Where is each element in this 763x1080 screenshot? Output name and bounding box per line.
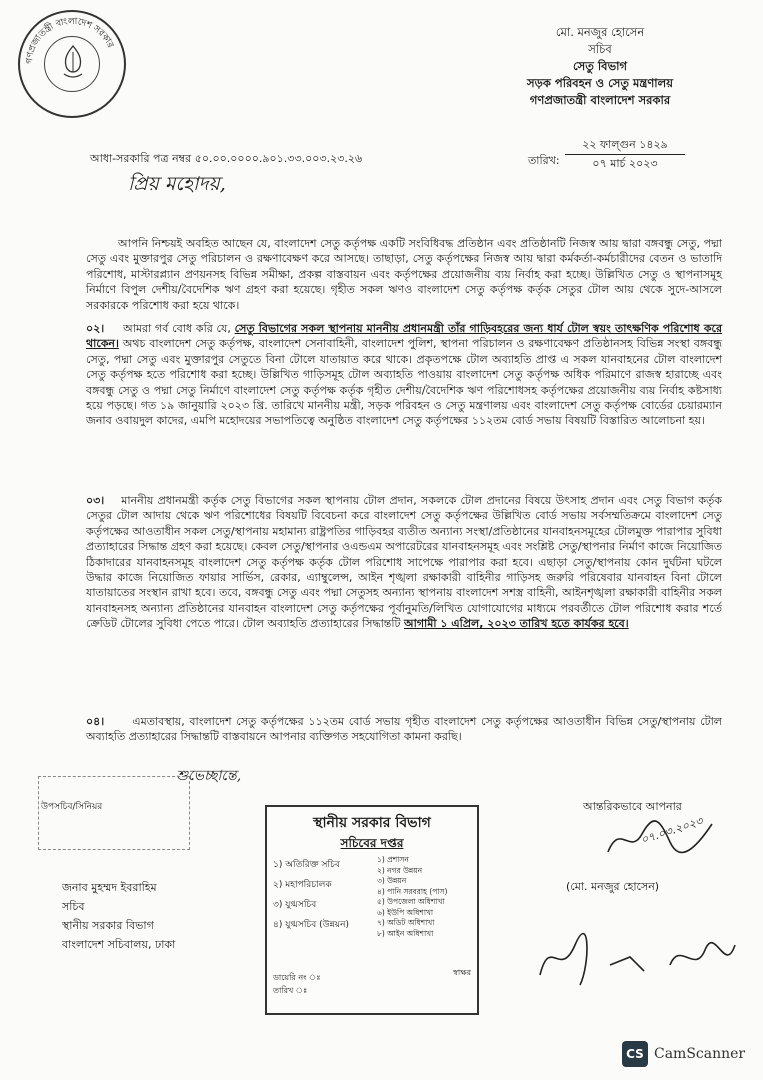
paragraph-number: ০৪। — [86, 715, 105, 728]
effective-date-text: আগামী ১ এপ্রিল, ২০২৩ তারিখ হতে কার্যকর হবে। — [404, 617, 629, 631]
sender-title: সচিব — [588, 42, 612, 56]
handwritten-greeting: শুভেচ্ছান্তে, — [176, 768, 242, 784]
signature-date-note: ০৭.০৩.২০২৩ — [639, 814, 705, 847]
signatory-name: (মো. মনজুর হোসেন) — [566, 880, 660, 893]
stamp-title: স্থানীয় সরকার বিভাগ — [313, 815, 431, 831]
stamp-right-item: ৬) ইউপি অধিশাখা — [377, 907, 434, 917]
stamp-subtitle: সচিবের দপ্তর — [340, 836, 404, 850]
stamp-right-item: ২) নগর উন্নয়ন — [377, 865, 423, 875]
stamp-right-item: ৮) আইন অধিশাখা — [377, 928, 434, 938]
salutation: প্রিয় মহোদয়, — [128, 173, 226, 195]
stamp-right-item: ৩) উন্নয়ন — [377, 876, 407, 885]
stamp-right-item: ৫) উপজেলা অধিশাখা — [377, 897, 445, 906]
date-english: ০৭ মার্চ ২০২৩ — [592, 157, 658, 170]
stamp-left-item: ১) অতিরিক্ত সচিব — [273, 860, 340, 870]
paragraph-number: ০২। — [86, 322, 105, 335]
date-block — [565, 136, 685, 173]
receipt-stamp — [38, 776, 190, 850]
lgd-secretary-office-stamp — [265, 805, 479, 1015]
sender-name: মো. মনজুর হোসেন — [555, 25, 645, 39]
stamp-diary-label: ডায়েরি নং ঃ — [273, 973, 321, 982]
recipient-address: বাংলাদেশ সচিবালয়, ঢাকা — [62, 938, 176, 951]
paragraph-2 — [86, 321, 722, 429]
stamp-date-label: তারিখ ঃ — [273, 986, 308, 995]
date-label: তারিখ: — [528, 154, 560, 167]
stamp-right-item: ৪) পানি সরবরাহ (পাস) — [377, 886, 448, 896]
closing-text: আন্তরিকভাবে আপনার — [583, 800, 682, 813]
paragraph-text: অথচ বাংলাদেশ সেতু কর্তৃপক্ষ, বাংলাদেশ সেনাবাহিনী, বাংলাদেশ পুলিশ, স্থাপনা পরিচালন ও রক্ষণাবেক্ষণ প্রতিষ্ঠানসহ বিভিন্ন সংস্থা বঙ্গবন্ধু সেতু, পদ্মা সেতু এবং মুক্তারপুর সেতুতে বিনা টোলে যাতায়াত করে থাকে। প্রকৃতপক্ষে টোল অব্যাহতি প্রাপ্ত এ সকল যানবাহনের টোল বাংলাদেশ সেতু কর্তৃপক্ষ হতে পরিশোধ করা হচ্ছে। উল্লিখিত গাড়িসমূহ টোল অব্যাহতি পাওয়ায় বাংলাদেশ সেতু কর্তৃপক্ষ অধিক পরিমাণে রাজস্ব হারাচ্ছে এবং বঙ্গবন্ধু সেতু ও পদ্মা সেতু নির্মাণে বাংলাদেশ সেতু কর্তৃপক্ষ কর্তৃক গৃহীত দেশীয়/বৈদেশিক ঋণ পরিশোধসহ কর্তৃপক্ষের প্রয়োজনীয় ব্যয় নির্বাহ কষ্টসাধ্য হয়ে পড়ছে। গত ১৯ জানুয়ারি ২০২৩ খ্রি. তারিখে মাননীয় মন্ত্রী, সড়ক পরিবহন ও সেতু মন্ত্রণালয় এবং বাংলাদেশ সেতু কর্তৃপক্ষ বোর্ডের চেয়ারম্যান জনাব ওবায়দুল কাদের, এমপি মহোদয়ের সভাপতিত্বে অনুষ্ঠিত বাংলাদেশ সেতু কর্তৃপক্ষের ১১২তম বোর্ড সভায় বিষয়টি বিস্তারিত আলোচনা হয়। — [86, 337, 722, 428]
emblem-icon — [58, 44, 88, 82]
recipient-name: জনাব মুহম্মদ ইবরাহিম — [62, 881, 157, 894]
sender-division: সেতু বিভাগ — [573, 59, 628, 73]
paragraph-text: এমতাবস্থায়, বাংলাদেশ সেতু কর্তৃপক্ষের ১১২তম বোর্ড সভায় গৃহীত বাংলাদেশ সেতু কর্তৃপক্ষের আওতাধীন বিভিন্ন সেতু/স্থাপনায় টোল অব্যাহতি প্রত্যাহারের সিদ্ধান্তটি বাস্তবায়নে আপনার ব্যক্তিগত সহযোগিতা কামনা করছি। — [86, 715, 722, 744]
paragraph-3 — [86, 493, 722, 632]
stamp-right-item: ১) প্রশাসন — [377, 855, 409, 864]
handwritten-initials — [520, 905, 750, 995]
camscanner-watermark: CamScanner — [654, 1046, 746, 1062]
recipient-block — [62, 878, 175, 954]
stamp-signature-label: স্বাক্ষর — [453, 968, 472, 977]
sender-ministry: সড়ক পরিবহন ও সেতু মন্ত্রণালয় — [527, 76, 673, 90]
sender-block — [527, 24, 673, 109]
recipient-title: সচিব — [62, 900, 85, 913]
paragraph-number: ০৩। — [86, 494, 105, 507]
sender-government: গণপ্রজাতন্ত্রী বাংলাদেশ সরকার — [529, 93, 671, 107]
stamp-left-item: ২) মহাপরিচালক — [273, 880, 332, 890]
paragraph-text: আমরা গর্ব বোধ করি যে, — [123, 322, 235, 335]
stamp-left-item: ৪) যুগ্মসচিব (উন্নয়ন) — [273, 920, 349, 930]
paragraph-1: আপনি নিশ্চয়ই অবহিত আছেন যে, বাংলাদেশ সেতু কর্তৃপক্ষ একটি সংবিধিবদ্ধ প্রতিষ্ঠান এবং প্রতিষ্ঠানটি নিজস্ব আয় দ্বারা বঙ্গবন্ধু সেতু, পদ্মা সেতু এবং মুক্তারপুর সেতু পরিচালন ও রক্ষণাবেক্ষণ করে আসছে। তাছাড়া, সেতু কর্তৃপক্ষের নিজস্ব আয় দ্বারা কর্মকর্তা-কর্মচারীদের বেতন ও ভাতাদি পরিশোধ, মাস্টারপ্ল্যান প্রণয়নসহ বিভিন্ন সমীক্ষা, প্রকল্প বাস্তবায়ন এবং কর্তৃপক্ষের প্রয়োজনীয় ব্যয় নির্বাহ করা হচ্ছে। উল্লিখিত সেতু ও স্থাপনাসমূহ নির্মাণে বিপুল দেশীয়/বৈদেশিক ঋণ গ্রহণ করা হয়েছে। গৃহীত সকল ঋণও বাংলাদেশ সেতু কর্তৃপক্ষ কর্তৃক সেতুর টোল আয় থেকে সুদে-আসলে সরকারকে পরিশোধ করা হয়ে থাকে। — [86, 237, 722, 312]
memo-reference: আধা-সরকারি পত্র নম্বর ৫০.০০.০০০০.৯০১.৩৩.০০৩.২৩.২৬ — [90, 152, 363, 165]
paragraph-text: মাননীয় প্রধানমন্ত্রী কর্তৃক সেতু বিভাগের সকল স্থাপনায় টোল প্রদান, সকলকে টোল প্রদানের বিষয়ে উৎসাহ প্রদান এবং সেতু বিভাগ কর্তৃক সেতুর টোল আদায় থেকে ঋণ পরিশোধের বিষয়টি বিবেচনা করে বাংলাদেশ সেতু কর্তৃপক্ষের উল্লিখিত বোর্ড সভায় সর্বসম্মতিক্রমে বাংলাদেশ সেতু কর্তৃপক্ষের আওতাধীন সকল সেতু/স্থাপনায় মহামান্য রাষ্ট্রপতির গাড়িবহর ব্যতীত অন্যান্য সংস্থা/প্রতিষ্ঠানের যানবাহনসমূহের টোলমুক্ত পারাপার সুবিধা প্রত্যাহারের সিদ্ধান্ত গ্রহণ করা হয়েছে। কেবল সেতু/স্থাপনার ওএন্ডএম অপারেটরের যানবাহনসমূহ এবং সংশ্লিষ্ট সেতু/স্থাপনার নির্মাণ কাজে নিয়োজিত ঠিকাদারের যানবাহনসমূহ বাংলাদেশ সেতু কর্তৃপক্ষ কর্তৃক টোল পরিশোধ সাপেক্ষে পারাপার করা হবে। এছাড়া সেতু/স্থাপনায় কোন দুর্ঘটনা ঘটলে উদ্ধার কাজে নিয়োজিত ফায়ার সার্ভিস, রেকার, এ্যাম্বুলেন্স, আইন শৃঙ্খলা রক্ষাকারী বাহিনীর গাড়িসহ জরুরি পরিষেবার যানবাহন বিনা টোলে যাতায়াতের সংস্থান রাখা হবে। তবে, বঙ্গবন্ধু সেতু এবং পদ্মা সেতুসহ অন্যান্য স্থাপনায় বাংলাদেশ সশস্ত্র বাহিনী, আইনশৃঙ্খলা রক্ষাকারী বাহিনীর সকল যানবাহনসহ অন্যান্য প্রতিষ্ঠানের যানবাহন বাংলাদেশ সেতু কর্তৃপক্ষের পূর্বানুমতি/লিখিত যোগাযোগের মাধ্যমে পরবর্তীতে টোল পরিশোধ করার শর্তে ক্রেডিট টোলের সুবিধা পেতে পারে। টোল অব্যাহতি প্রত্যাহারের সিদ্ধান্তটি — [86, 494, 722, 631]
receipt-stamp-label: উপসচিব/সিনিয়র — [41, 802, 103, 812]
government-seal — [18, 10, 126, 118]
stamp-left-list — [273, 855, 373, 935]
paragraph-4 — [86, 714, 722, 745]
stamp-footer — [273, 971, 321, 997]
stamp-right-list — [377, 855, 475, 939]
date-bangla: ২২ ফাল্গুন ১৪২৯ — [565, 136, 685, 155]
highlighted-text: সেতু বিভাগের সকল স্থাপনায় মাননীয় প্রধানমন্ত্রী তাঁর গাড়িবহরের জন্য ধার্য টোল স্বয়ং তাৎক্ষণিক পরিশোধ করে থাকেন। — [86, 322, 722, 351]
camscanner-logo-icon: CS — [622, 1041, 648, 1067]
stamp-left-item: ৩) যুগ্মসচিব — [273, 900, 317, 910]
recipient-division: স্থানীয় সরকার বিভাগ — [62, 919, 154, 932]
seal-text: গণপ্রজাতন্ত্রী বাংলাদেশ সরকার — [24, 16, 116, 65]
stamp-right-item: ৭) অডিট অধিশাখা — [377, 918, 435, 927]
